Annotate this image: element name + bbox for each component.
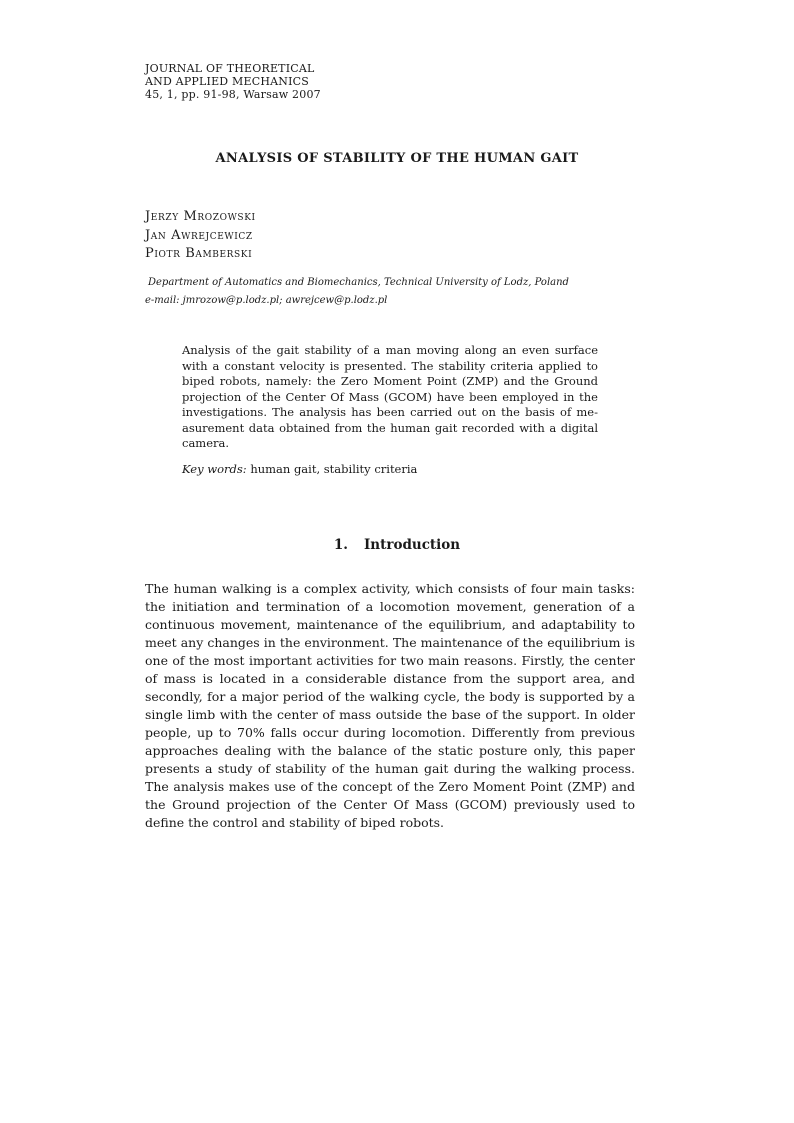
intro-paragraph: The human walking is a complex activity, which consists of four main tasks: the initiation and termination of a locomotion movement, generation of a continuous movement, maintenance of the equilibrium, and adaptability to meet any changes in the environment. The maintenance of the equilibrium is one of the most important activities for two main reasons. Firstly, the center of mass is located in a considerable distance from the support area, and secondly, for a major period of the walking cycle, the body is supported by a single limb with the center of mass outside the base of the support. In older people, up to 70% falls occur during locomotion. Differently from previous approaches dealing with the balance of the static posture only, this paper presents a study of stability of the human gait during the walking process. The analysis makes use of the concept of the Zero Moment Point (ZMP) and the Ground projection of the Center Of Mass (GCOM) previously used to define the control and stability of biped robots.: [145, 581, 635, 830]
journal-name-line-2: AND APPLIED MECHANICS: [145, 75, 309, 88]
affiliation-block: [145, 274, 569, 310]
author-name: Piotr Bamberski: [145, 246, 253, 261]
author-list: [145, 208, 256, 264]
paper-title: ANALYSIS OF STABILITY OF THE HUMAN GAIT: [215, 151, 579, 166]
author-name: Jan Awrejcewicz: [145, 227, 253, 243]
journal-header: [145, 62, 321, 101]
keywords-label: Key words:: [182, 462, 247, 476]
journal-issue-info: 45, 1, pp. 91-98, Warsaw 2007: [145, 88, 321, 101]
author-name: Jerzy Mrozowski: [145, 209, 256, 224]
section-title: Introduction: [363, 537, 461, 553]
email-line: e-mail: jmrozow@p.lodz.pl; awrejcew@p.lodz.pl: [145, 295, 388, 306]
abstract: Analysis of the gait stability of a man moving along an even surface with a constant velocity is presented. The stability criteria applied to biped robots, namely: the Zero Moment Point (ZMP) and the Ground projection of the Center Of Mass (GCOM) have been employed in the investigations. The analysis has been carried out on the basis of measurement data obtained from the human gait recorded with a digital camera.: [182, 343, 598, 450]
keywords: [182, 462, 417, 476]
section-number: 1.: [333, 537, 348, 553]
journal-name-line-1: JOURNAL OF THEORETICAL: [145, 62, 315, 75]
section-heading: [0, 537, 794, 553]
affiliation: Department of Automatics and Biomechanics, Technical University of Lodz, Poland: [148, 277, 569, 288]
keywords-value: human gait, stability criteria: [250, 462, 418, 476]
